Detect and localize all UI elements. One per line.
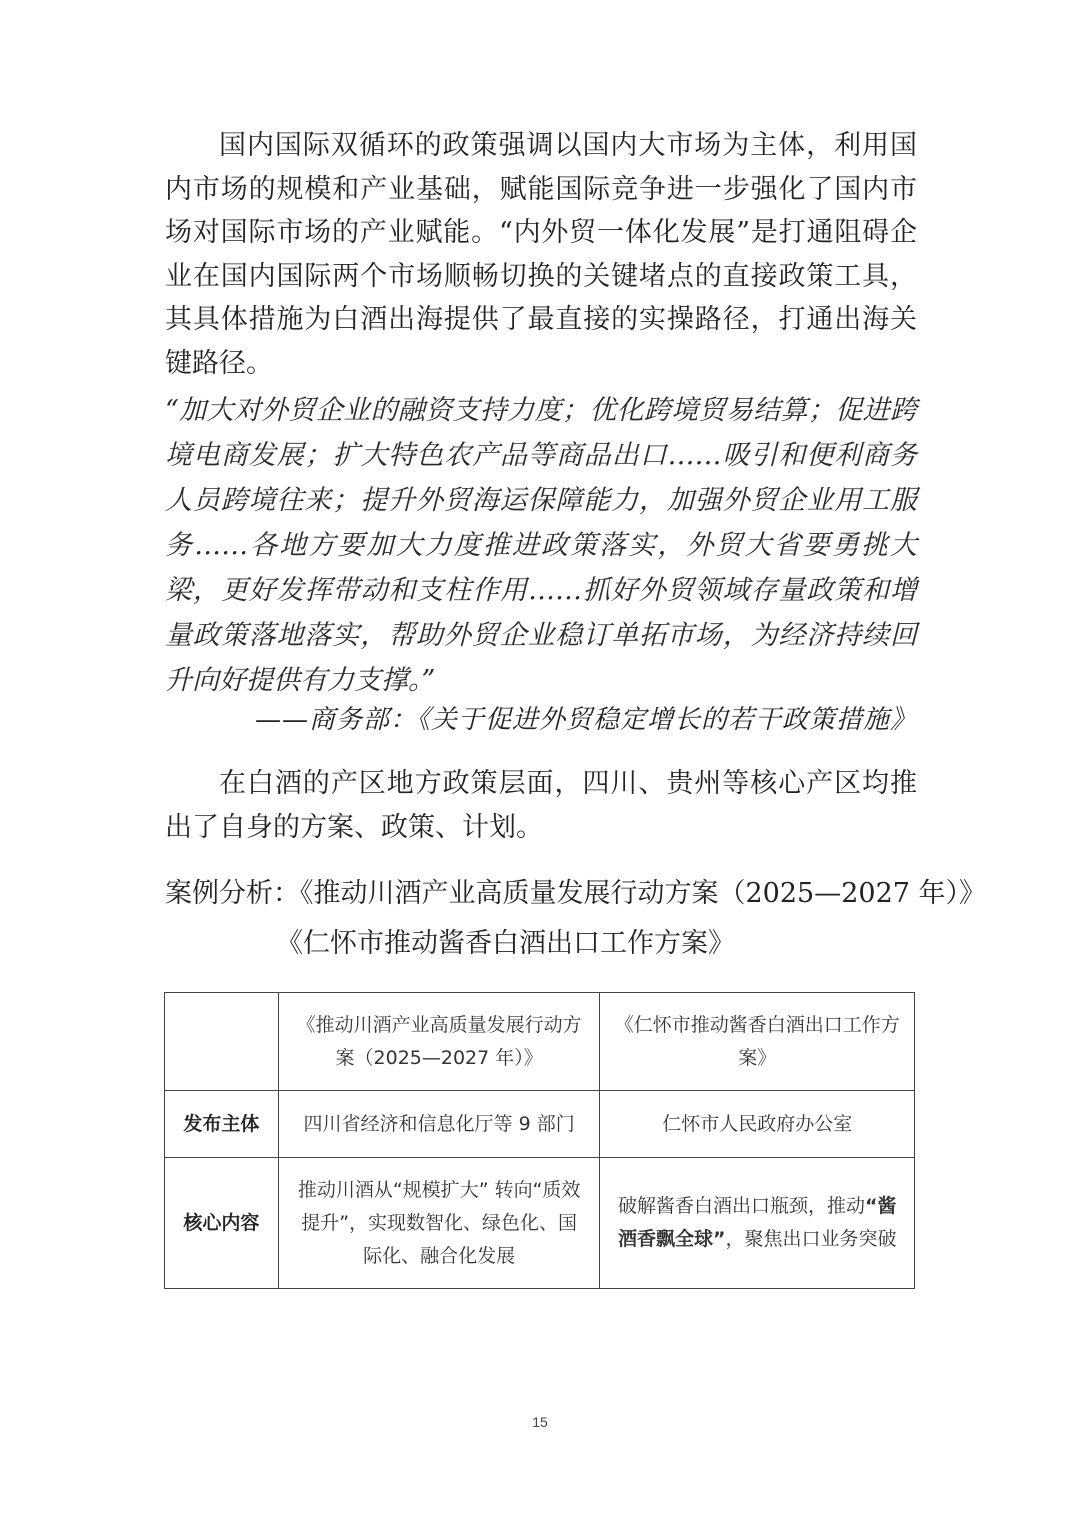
quote-source: ——商务部：《关于促进外贸稳定增长的若干政策措施》 xyxy=(254,705,917,735)
renhuai-content-text: 破解酱香白酒出口瓶颈，推动 xyxy=(617,1195,865,1217)
table-cell-sichuan-issuer: 四川省经济和信息化厅等 9 部门 xyxy=(278,1091,600,1158)
table-header-renhuai-plan: 《仁怀市推动酱香白酒出口工作方案》 xyxy=(600,993,915,1091)
table-row xyxy=(165,1091,915,1158)
case-analysis-line-2: 《仁怀市推动酱香白酒出口工作方案》 xyxy=(276,928,735,959)
page-number: 15 xyxy=(532,1414,548,1430)
table-row-label-core-content: 核心内容 xyxy=(165,1158,279,1289)
policy-comparison-table xyxy=(164,992,915,1289)
renhuai-content-text-end: ，聚焦出口业务突破 xyxy=(725,1228,897,1250)
table-header-sichuan-plan: 《推动川酒产业高质量发展行动方案（2025—2027 年）》 xyxy=(278,993,600,1091)
table-header-row xyxy=(165,993,915,1091)
renhuai-content-emphasis: “酱酒香飘全球” xyxy=(617,1195,897,1250)
table-row-label-issuer: 发布主体 xyxy=(165,1091,279,1158)
paragraph-regional-policy: 在白酒的产区地方政策层面，四川、贵州等核心产区均推出了自身的方案、政策、计划。 xyxy=(165,768,917,843)
case-analysis-line: 案例分析：《推动川酒产业高质量发展行动方案（2025—2027 年）》 xyxy=(165,878,987,909)
policy-quote: “加大对外贸企业的融资支持力度；优化跨境贸易结算；促进跨境电商发展；扩大特色农产品等商品出口……吸引和便利商务人员跨境往来；提升外贸海运保障能力，加强外贸企业用工服务……各地方要加大力度推进政策落实，外贸大省要勇挑大梁，更好发挥带动和支柱作用……抓好外贸领域存量政策和增量政策落地落实，帮助外贸企业稳订单拓市场，为经济持续回升向好提供有力支撑。” xyxy=(165,395,917,696)
table-row xyxy=(165,1158,915,1289)
table-cell-renhuai-issuer: 仁怀市人民政府办公室 xyxy=(600,1091,915,1158)
paragraph-dual-circulation: 国内国际双循环的政策强调以国内大市场为主体，利用国内市场的规模和产业基础，赋能国际竞争进一步强化了国内市场对国际市场的产业赋能。“内外贸一体化发展”是打通阻碍企业在国内国际两个市场顺畅切换的关键堵点的直接政策工具，其具体措施为白酒出海提供了最直接的实操路径，打通出海关键路径。 xyxy=(165,130,917,379)
table-header-empty-cell xyxy=(165,993,279,1091)
table-cell-sichuan-content: 推动川酒从“规模扩大” 转向“质效提升”，实现数智化、绿色化、国际化、融合化发展 xyxy=(278,1158,600,1289)
table-cell-renhuai-content xyxy=(600,1158,915,1289)
